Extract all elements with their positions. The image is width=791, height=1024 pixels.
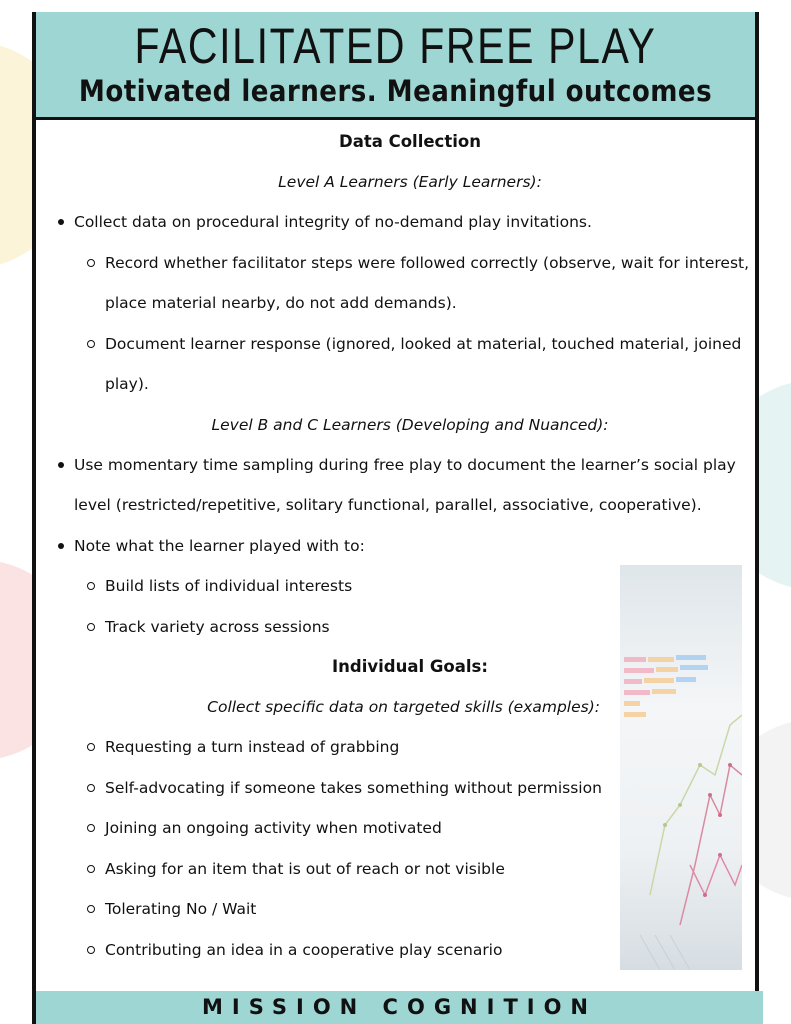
goal-item: Requesting a turn instead of grabbing [50, 727, 750, 768]
section-title-individual-goals: Individual Goals: [332, 657, 488, 676]
goal-item: Asking for an item that is out of reach or not visible [50, 849, 750, 890]
list-item-continuation: level (restricted/repetitive, solitary functional, parallel, associative, cooperative). [74, 496, 702, 514]
list-item: Note what the learner played with to: [50, 526, 750, 567]
list-item: Document learner response (ignored, looked at material, touched material, joined [50, 324, 750, 365]
goal-item: Joining an ongoing activity when motivated [50, 808, 750, 849]
list-item: Collect data on procedural integrity of no-demand play invitations. [50, 202, 750, 243]
level-a-heading: Level A Learners (Early Learners): [278, 173, 542, 191]
level-bc-heading: Level B and C Learners (Developing and Nuanced): [211, 415, 609, 434]
chart-photo-illustration [620, 565, 742, 970]
goal-item: Self-advocating if someone takes something without permission [50, 768, 750, 809]
goal-item: Contributing an idea in a cooperative play scenario [50, 930, 750, 971]
page-title: FACILITATED FREE PLAY [134, 18, 657, 74]
level-a-list [50, 202, 750, 405]
goals-intro: Collect specific data on targeted skills (examples): [207, 698, 600, 716]
page-subtitle: Motivated learners. Meaningful outcomes [78, 74, 713, 108]
footer-brand: MISSION COGNITION [201, 995, 598, 1019]
page-header [36, 12, 755, 120]
list-item-continuation: play). [105, 375, 149, 393]
list-item-continuation: place material nearby, do not add demands). [105, 294, 457, 312]
list-item: Record whether facilitator steps were followed correctly (observe, wait for interest, [50, 243, 750, 284]
list-item: Build lists of individual interests [50, 566, 750, 607]
list-item: Track variety across sessions [50, 607, 750, 648]
goal-item: Tolerating No / Wait [50, 889, 750, 930]
chart-photo-decoration [620, 565, 742, 970]
list-item: Use momentary time sampling during free play to document the learner’s social play [50, 445, 750, 486]
page-footer [36, 991, 763, 1024]
section-title-data-collection: Data Collection [339, 132, 481, 151]
